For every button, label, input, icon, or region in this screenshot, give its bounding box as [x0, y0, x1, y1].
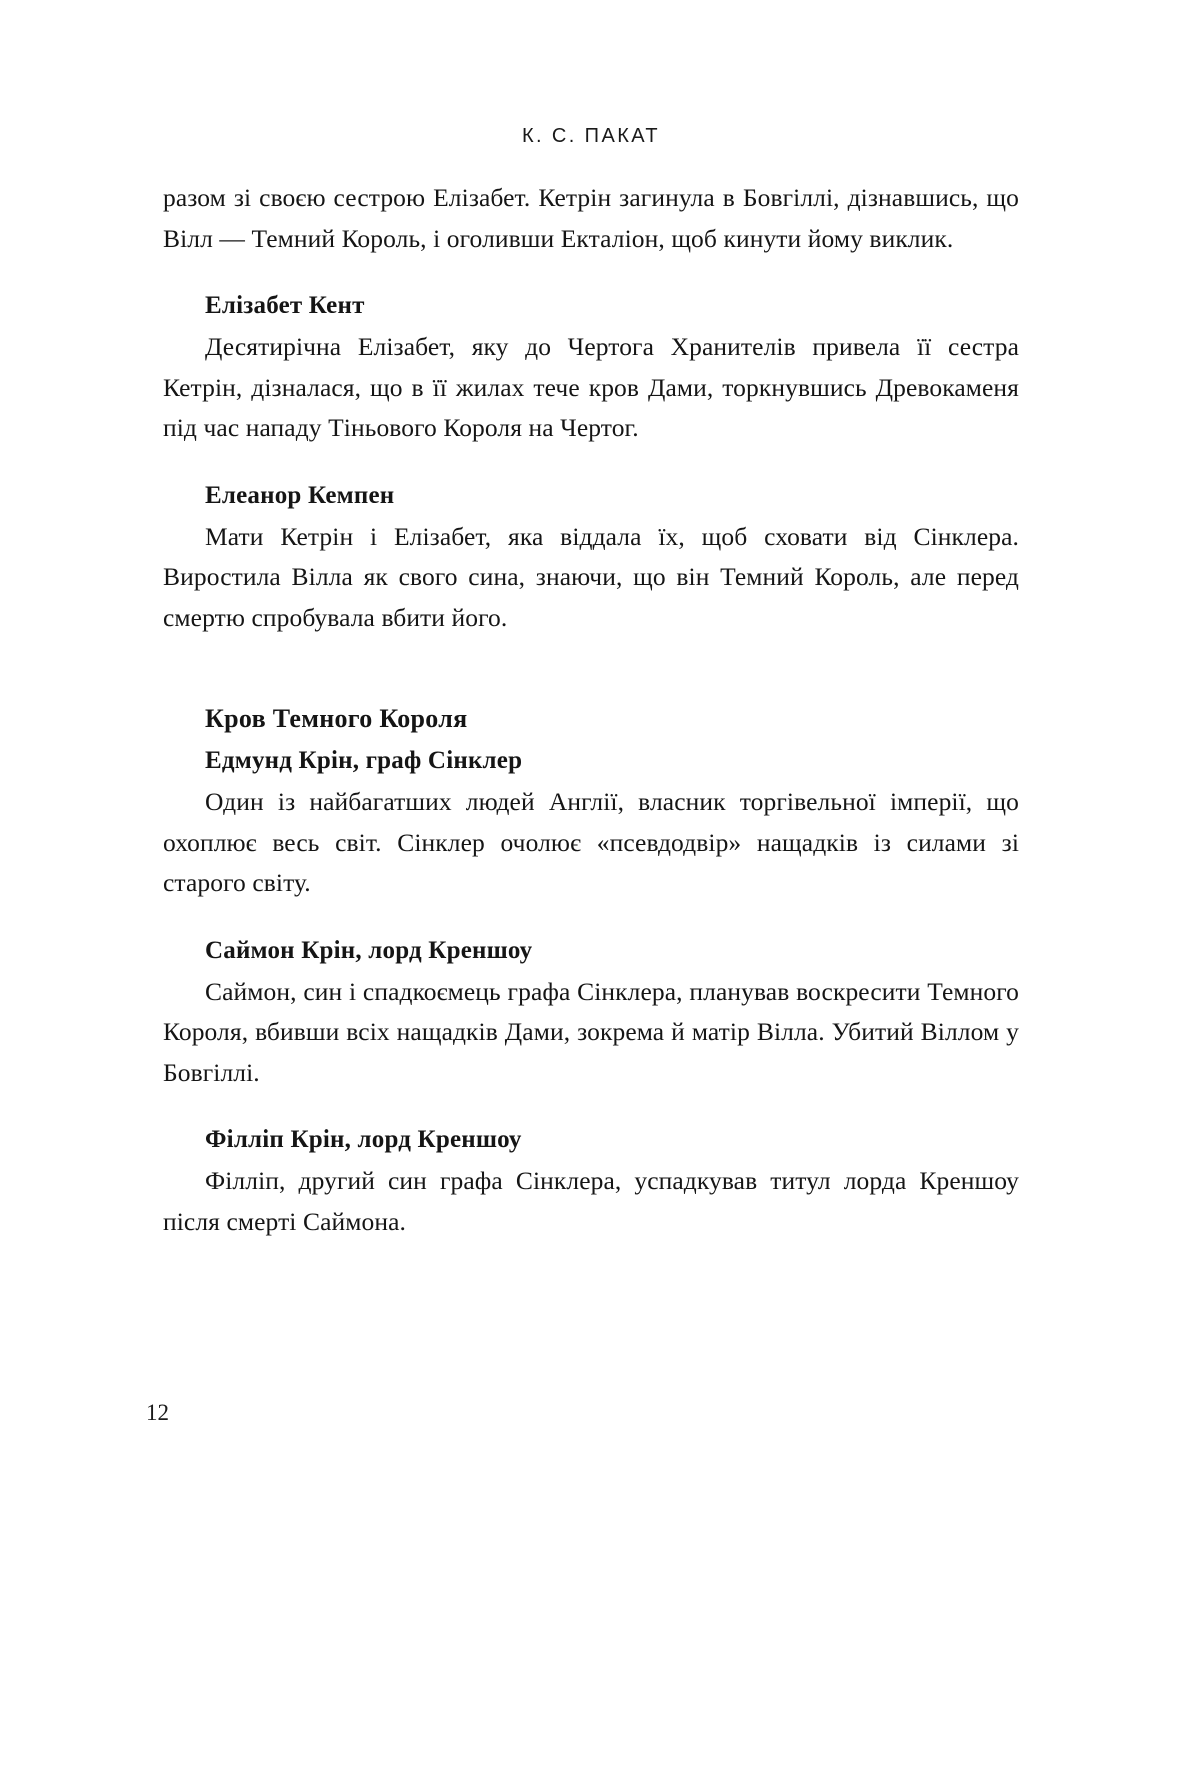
body-paragraph: Філліп, другий син графа Сінклера, успадкував титул лорда Креншоу після смерті Саймона.	[163, 1166, 1019, 1236]
body-paragraph: разом зі своєю сестрою Елізабет. Кетрін загинула в Бовгіллі, дізнавшись, що Вілл — Темний Король, і оголивши Екталіон, щоб кинути йому виклик.	[163, 183, 1019, 253]
entry-heading: Елеанор Кемпен	[205, 481, 395, 509]
entry-heading: Едмунд Крін, граф Сінклер	[205, 747, 523, 774]
running-head: К. С. ПАКАТ	[521, 125, 661, 147]
body-paragraph: Саймон, син і спадкоємець графа Сінклера, планував воскресити Темного Короля, вбивши всіх нащадків Дами, зокрема й матір Вілла. Убитий Віллом у Бовгіллі.	[163, 976, 1019, 1087]
paragraph-spacer	[163, 1093, 1019, 1119]
paragraph-spacer	[163, 904, 1019, 930]
entry-heading: Філліп Крін, лорд Креншоу	[205, 1126, 522, 1153]
paragraph-spacer	[163, 449, 1019, 475]
paragraph-spacer	[163, 638, 1019, 698]
paragraph-spacer	[163, 259, 1019, 285]
entry-heading: Саймон Крін, лорд Креншоу	[205, 936, 533, 964]
body-paragraph: Мати Кетрін і Елізабет, яка віддала їх, щоб сховати від Сінклера. Виростила Вілла як свого сина, знаючи, що він Темний Король, але перед смертю спробувала вбити його.	[163, 521, 1019, 632]
page-number: 12	[146, 1400, 169, 1425]
body-paragraph: Десятирічна Елізабет, яку до Чертога Хранителів привела її сестра Кетрін, дізналася, що в її жилах тече кров Дами, торкнувшись Древокаменя під час нападу Тіньового Короля на Чертог.	[163, 332, 1019, 442]
section-heading: Кров Темного Короля	[205, 704, 468, 733]
body-paragraph: Один із найбагатших людей Англії, власник торгівельної імперії, що охоплює весь світ. Сінклер очолює «псевдодвір» нащадків із силами зі старого світу.	[163, 787, 1019, 897]
entry-heading: Елізабет Кент	[205, 292, 365, 319]
page-text-body	[163, 178, 1019, 1242]
